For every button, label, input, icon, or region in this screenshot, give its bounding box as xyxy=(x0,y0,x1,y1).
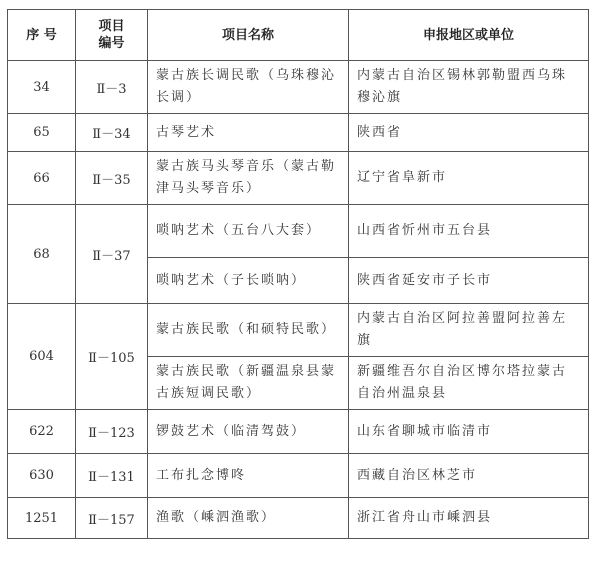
region-cell: 辽宁省阜新市 xyxy=(349,152,589,205)
region-cell: 山东省聊城市临清市 xyxy=(349,410,589,454)
project-name-cell: 渔歌（嵊泗渔歌） xyxy=(148,498,349,539)
table-row xyxy=(8,152,589,205)
project-code-cell: Ⅱ－131 xyxy=(76,454,148,498)
header-project-name: 项目名称 xyxy=(148,10,349,61)
header-project-code-line2: 编号 xyxy=(98,36,125,51)
table-row xyxy=(8,205,589,258)
project-name-cell: 古琴艺术 xyxy=(148,114,349,152)
serial-number-cell: 622 xyxy=(8,410,76,454)
table-row xyxy=(8,304,589,357)
project-name-cell: 锣鼓艺术（临清驾鼓） xyxy=(148,410,349,454)
project-code-cell: Ⅱ－157 xyxy=(76,498,148,539)
heritage-project-table xyxy=(7,9,589,539)
project-code-cell: Ⅱ－37 xyxy=(76,205,148,304)
serial-number-cell: 1251 xyxy=(8,498,76,539)
header-region: 申报地区或单位 xyxy=(349,10,589,61)
serial-number-cell: 68 xyxy=(8,205,76,304)
project-name-cell: 工布扎念博咚 xyxy=(148,454,349,498)
project-name-cell: 蒙古族民歌（新疆温泉县蒙古族短调民歌） xyxy=(148,357,349,410)
header-serial-number: 序 号 xyxy=(8,10,76,61)
table-row xyxy=(8,114,589,152)
region-cell: 新疆维吾尔自治区博尔塔拉蒙古自治州温泉县 xyxy=(349,357,589,410)
header-project-code xyxy=(76,10,148,61)
region-cell: 陕西省 xyxy=(349,114,589,152)
region-cell: 浙江省舟山市嵊泗县 xyxy=(349,498,589,539)
project-name-cell: 蒙古族马头琴音乐（蒙古勒津马头琴音乐） xyxy=(148,152,349,205)
project-code-cell: Ⅱ－35 xyxy=(76,152,148,205)
table-row xyxy=(8,410,589,454)
project-code-cell: Ⅱ－123 xyxy=(76,410,148,454)
serial-number-cell: 66 xyxy=(8,152,76,205)
header-project-code-line1: 项目 xyxy=(98,19,125,34)
project-code-cell: Ⅱ－3 xyxy=(76,61,148,114)
project-name-cell: 蒙古族长调民歌（乌珠穆沁长调） xyxy=(148,61,349,114)
table-row xyxy=(8,498,589,539)
serial-number-cell: 34 xyxy=(8,61,76,114)
project-code-cell: Ⅱ－105 xyxy=(76,304,148,410)
region-cell: 内蒙古自治区锡林郭勒盟西乌珠穆沁旗 xyxy=(349,61,589,114)
region-cell: 陕西省延安市子长市 xyxy=(349,258,589,304)
project-name-cell: 蒙古族民歌（和硕特民歌） xyxy=(148,304,349,357)
serial-number-cell: 65 xyxy=(8,114,76,152)
serial-number-cell: 630 xyxy=(8,454,76,498)
region-cell: 内蒙古自治区阿拉善盟阿拉善左旗 xyxy=(349,304,589,357)
table-row xyxy=(8,61,589,114)
region-cell: 山西省忻州市五台县 xyxy=(349,205,589,258)
project-code-cell: Ⅱ－34 xyxy=(76,114,148,152)
project-name-cell: 唢呐艺术（子长唢呐） xyxy=(148,258,349,304)
heritage-table-container xyxy=(7,9,589,539)
region-cell: 西藏自治区林芝市 xyxy=(349,454,589,498)
table-header-row xyxy=(8,10,589,61)
serial-number-cell: 604 xyxy=(8,304,76,410)
table-row xyxy=(8,454,589,498)
project-name-cell: 唢呐艺术（五台八大套） xyxy=(148,205,349,258)
